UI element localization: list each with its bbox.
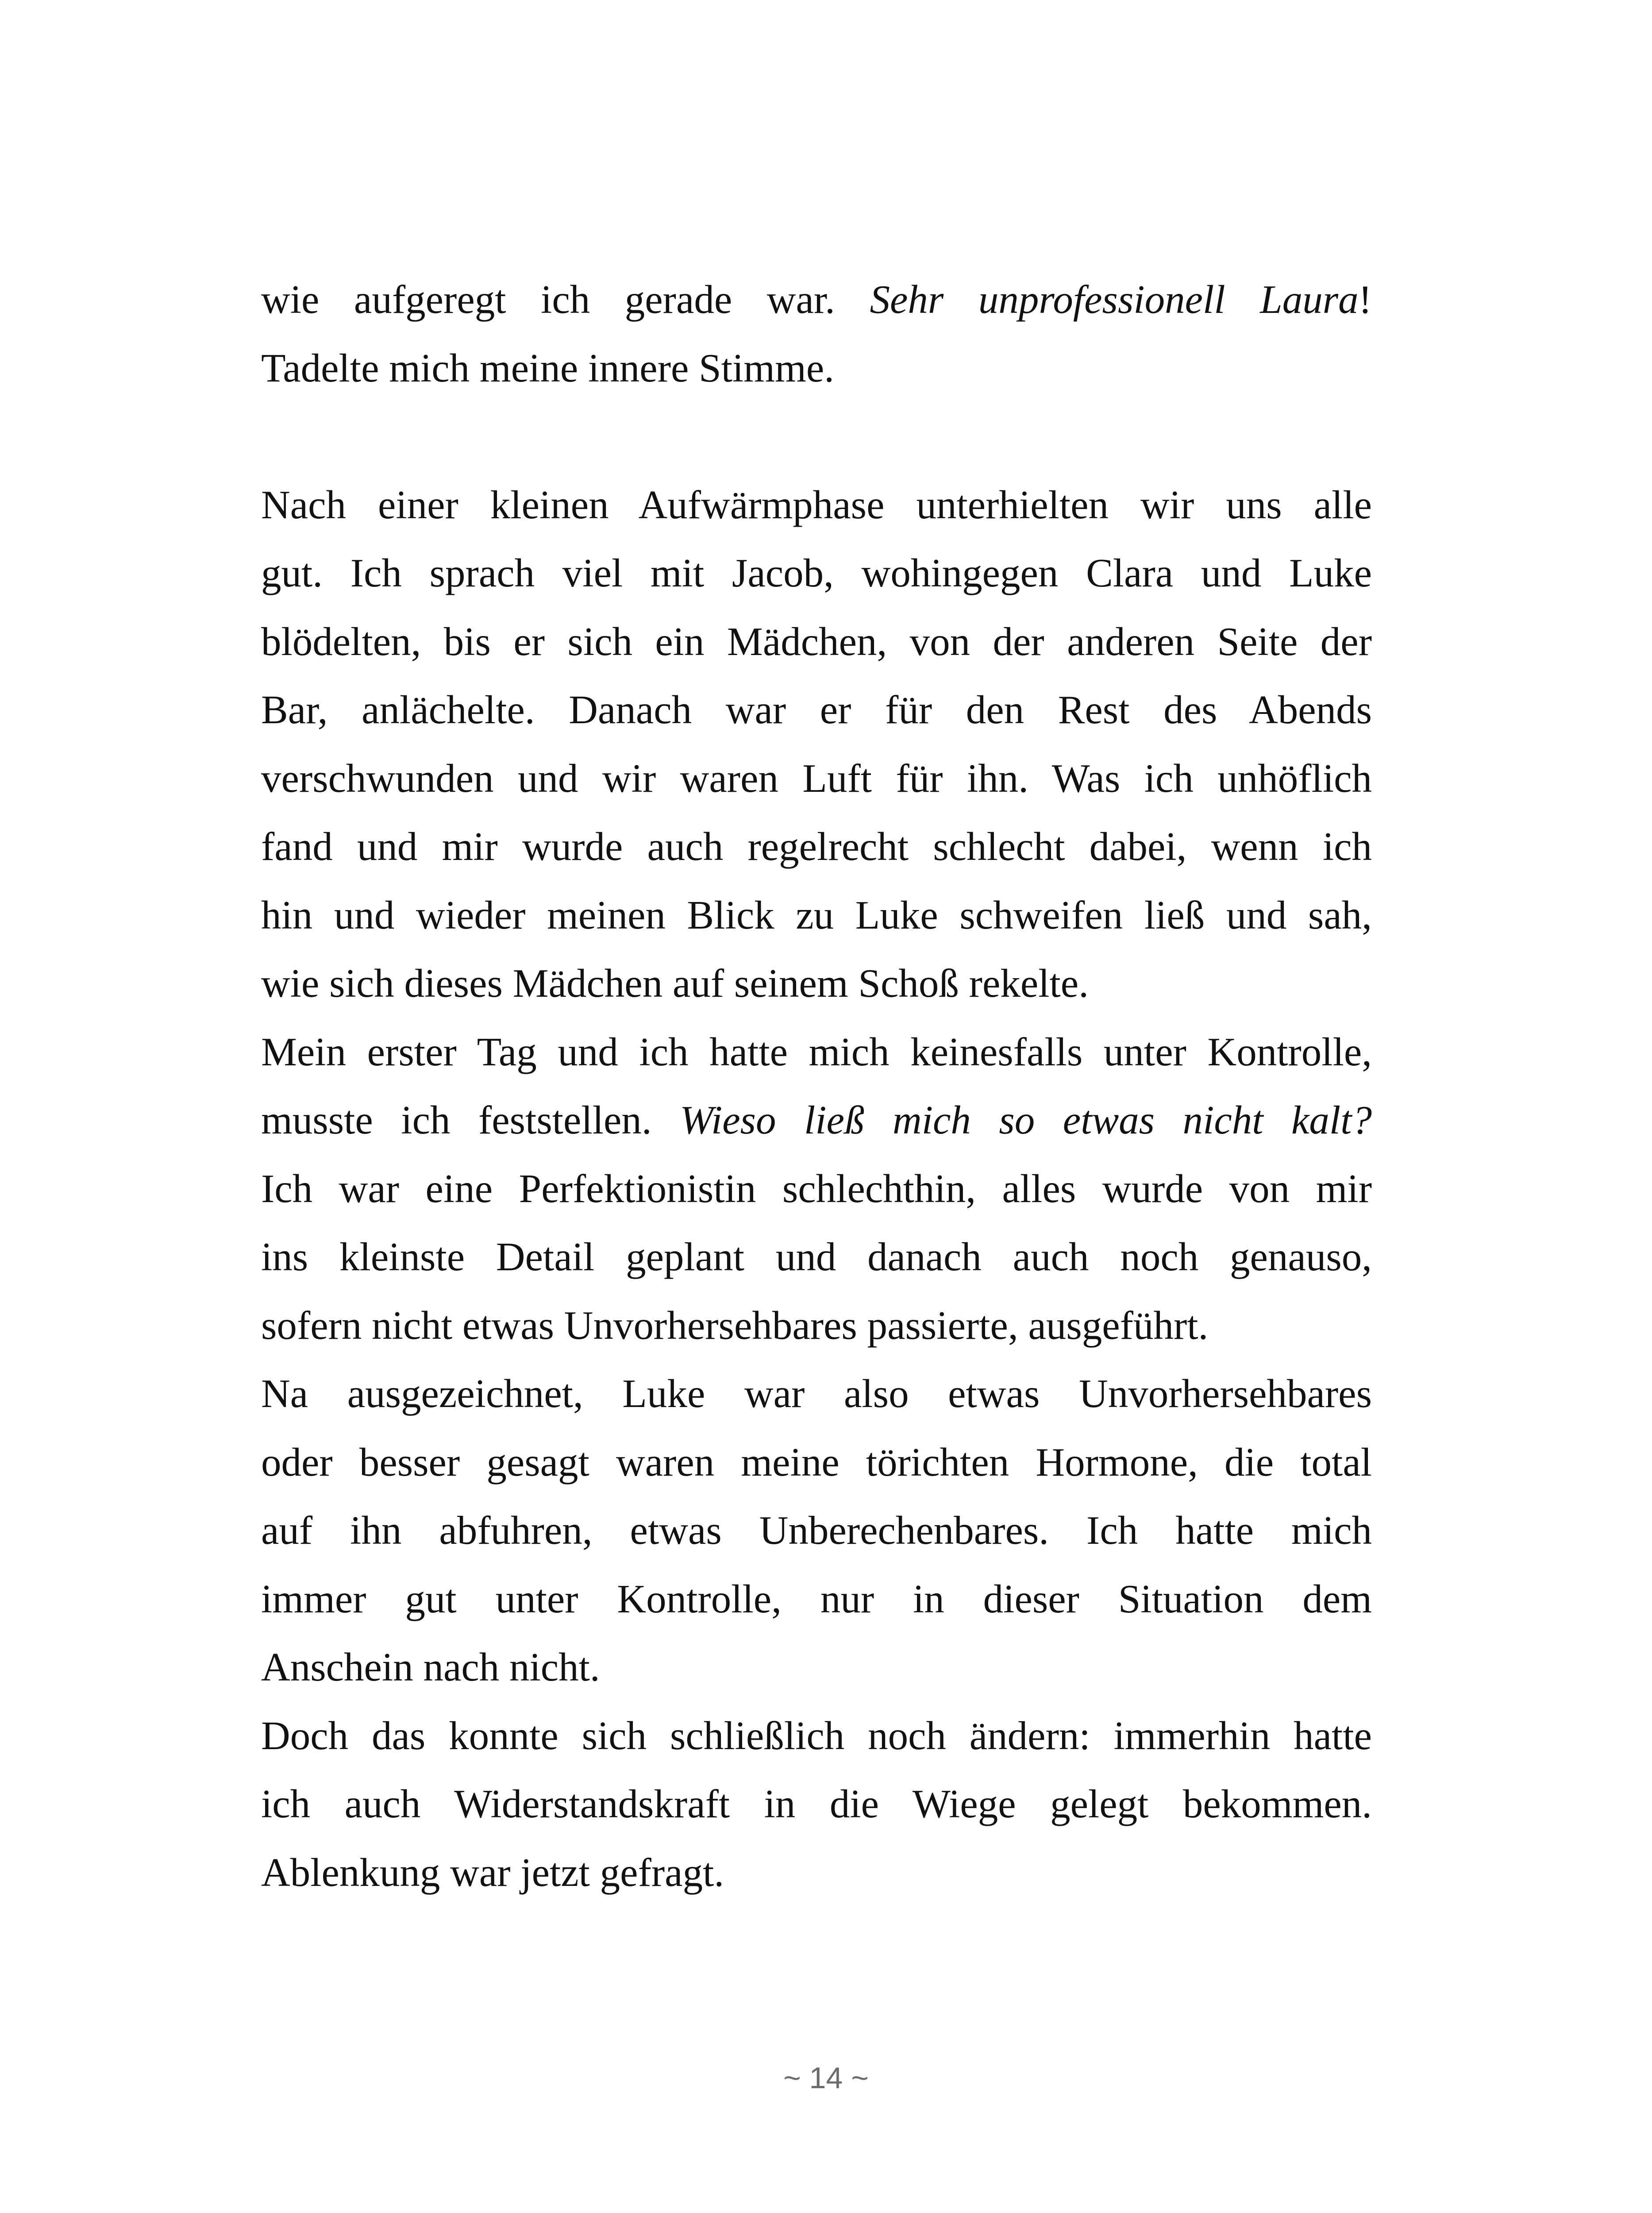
text-line <box>261 1018 1372 1087</box>
text-line <box>261 1633 1372 1702</box>
text-segment: Bar, anlächelte. Danach war er für den Rest des Abends <box>261 687 1372 732</box>
text-line <box>261 1702 1372 1770</box>
text-segment: auf ihn abfuhren, etwas Unberechenbares. Ich hatte mich <box>261 1508 1372 1553</box>
text-segment: Tadelte mich meine innere Stimme. <box>261 345 835 390</box>
text-segment: blödelten, bis er sich ein Mädchen, von der anderen Seite der <box>261 619 1372 664</box>
text-line <box>261 1496 1372 1565</box>
text-segment: wie aufgeregt ich gerade war. <box>261 277 870 322</box>
body-text <box>261 266 1372 1907</box>
text-segment: Na ausgezeichnet, Luke war also etwas Unvorhersehbares <box>261 1371 1372 1416</box>
text-line <box>261 949 1372 1018</box>
text-segment: immer gut unter Kontrolle, nur in dieser Situation dem <box>261 1576 1372 1621</box>
text-segment: ins kleinste Detail geplant und danach auch noch genauso, <box>261 1234 1372 1279</box>
text-segment: hin und wieder meinen Blick zu Luke schweifen ließ und sah, <box>261 892 1372 937</box>
text-segment: Mein erster Tag und ich hatte mich keinesfalls unter Kontrolle, <box>261 1029 1372 1074</box>
text-segment: Ablenkung war jetzt gefragt. <box>261 1850 724 1895</box>
text-line <box>261 1839 1372 1907</box>
text-segment: Doch das konnte sich schließlich noch ändern: immerhin hatte <box>261 1713 1372 1758</box>
text-segment: ! <box>1358 277 1372 322</box>
text-line <box>261 1565 1372 1634</box>
text-line <box>261 676 1372 744</box>
text-line <box>261 1086 1372 1155</box>
text-segment: musste ich feststellen. <box>261 1098 680 1142</box>
text-line <box>261 1360 1372 1428</box>
text-segment: Nach einer kleinen Aufwärmphase unterhielten wir uns alle <box>261 482 1372 527</box>
text-line <box>261 1223 1372 1292</box>
italic-text: Wieso ließ mich so etwas nicht kalt? <box>680 1098 1372 1142</box>
text-line <box>261 1428 1372 1497</box>
text-segment: oder besser gesagt waren meine törichten Hormone, die total <box>261 1439 1372 1484</box>
paragraph-gap <box>261 402 1372 471</box>
text-line <box>261 334 1372 403</box>
text-line <box>261 471 1372 540</box>
text-segment: verschwunden und wir waren Luft für ihn. Was ich unhöflich <box>261 756 1372 801</box>
page-number: ~ 14 ~ <box>783 2061 869 2095</box>
text-line <box>261 1770 1372 1839</box>
text-line <box>261 1155 1372 1223</box>
text-segment: fand und mir wurde auch regelrecht schlecht dabei, wenn ich <box>261 824 1372 869</box>
text-line <box>261 539 1372 608</box>
text-line <box>261 608 1372 676</box>
text-segment: Ich war eine Perfektionistin schlechthin, alles wurde von mir <box>261 1166 1372 1211</box>
text-segment: gut. Ich sprach viel mit Jacob, wohingegen Clara und Luke <box>261 551 1372 595</box>
text-line <box>261 881 1372 950</box>
paragraph <box>261 471 1372 1907</box>
text-line <box>261 744 1372 813</box>
paragraph <box>261 266 1372 402</box>
text-segment: ich auch Widerstandskraft in die Wiege gelegt bekommen. <box>261 1781 1372 1826</box>
text-segment: sofern nicht etwas Unvorhersehbares passierte, ausgeführt. <box>261 1303 1209 1348</box>
text-line <box>261 1292 1372 1360</box>
text-segment: Anschein nach nicht. <box>261 1645 600 1689</box>
text-line <box>261 813 1372 881</box>
italic-text: Sehr unprofessionell Laura <box>870 277 1359 322</box>
text-line <box>261 266 1372 334</box>
text-segment: wie sich dieses Mädchen auf seinem Schoß rekelte. <box>261 961 1089 1006</box>
